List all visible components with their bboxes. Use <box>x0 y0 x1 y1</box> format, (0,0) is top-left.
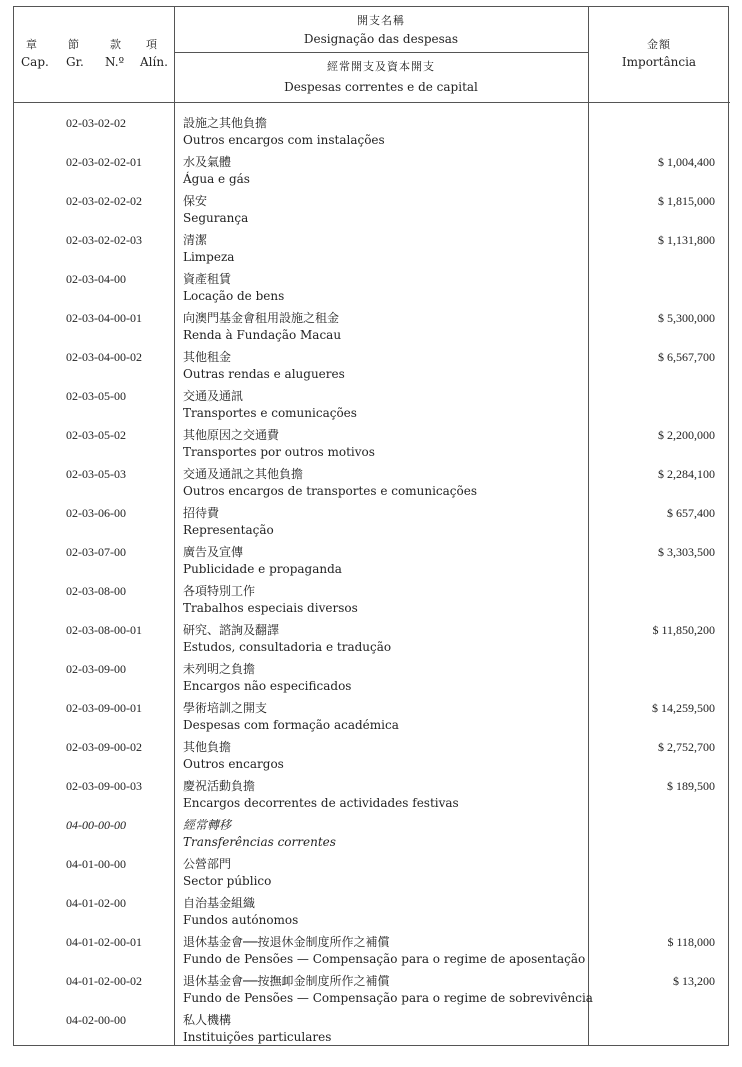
row-designation-pt: Renda à Fundação Macau <box>183 328 342 342</box>
row-code: 04-01-02-00-01 <box>66 935 142 949</box>
table-row <box>14 698 730 737</box>
table-row <box>14 854 730 893</box>
row-designation-pt: Água e gás <box>183 172 250 186</box>
row-designation-zh: 廣告及宣傳 <box>183 545 244 559</box>
header-alin-pt: Alín. <box>140 55 168 69</box>
header-expenses-pt: Despesas correntes e de capital <box>284 80 478 94</box>
header-gr-zh: 節 <box>68 38 80 51</box>
row-designation-zh: 交通及通訊 <box>183 389 244 403</box>
row-code: 02-03-06-00 <box>66 506 126 520</box>
row-designation-pt: Segurança <box>183 211 249 225</box>
row-code: 04-01-00-00 <box>66 857 126 871</box>
table-row <box>14 308 730 347</box>
row-code: 02-03-02-02-02 <box>66 194 142 208</box>
row-designation-pt: Fundo de Pensões — Compensação para o regime de sobrevivência <box>183 991 593 1005</box>
row-designation-pt: Estudos, consultadoria e tradução <box>183 640 392 654</box>
table-row <box>14 464 730 503</box>
row-code: 02-03-02-02 <box>66 116 126 130</box>
table-row <box>14 503 730 542</box>
row-amount: $ 5,300,000 <box>658 311 715 325</box>
row-code: 04-01-02-00-02 <box>66 974 142 988</box>
row-code: 02-03-09-00-03 <box>66 779 142 793</box>
row-code: 02-03-04-00 <box>66 272 126 286</box>
row-code: 02-03-05-02 <box>66 428 126 442</box>
row-designation-zh: 學術培訓之開支 <box>183 701 268 715</box>
header-amount-zh: 金額 <box>647 38 671 51</box>
row-designation-pt: Outros encargos de transportes e comunicações <box>183 484 477 498</box>
row-code: 02-03-09-00-02 <box>66 740 142 754</box>
row-designation-pt: Fundo de Pensões — Compensação para o regime de aposentação <box>183 952 586 966</box>
budget-table <box>13 6 729 1046</box>
table-row <box>14 347 730 386</box>
row-designation-pt: Encargos não especificados <box>183 679 352 693</box>
row-designation-pt: Outros encargos <box>183 757 284 771</box>
table-row <box>14 113 730 152</box>
table-row <box>14 542 730 581</box>
row-designation-zh: 其他原因之交通費 <box>183 428 280 442</box>
row-code: 02-03-09-00-01 <box>66 701 142 715</box>
row-designation-zh: 公營部門 <box>183 857 232 871</box>
row-amount: $ 189,500 <box>667 779 715 793</box>
header-no-zh: 款 <box>110 38 122 51</box>
row-amount: $ 11,850,200 <box>652 623 715 637</box>
row-amount: $ 2,200,000 <box>658 428 715 442</box>
table-row <box>14 815 730 854</box>
table-row <box>14 659 730 698</box>
row-designation-pt: Limpeza <box>183 250 235 264</box>
row-amount: $ 1,131,800 <box>658 233 715 247</box>
row-designation-pt: Outros encargos com instalações <box>183 133 385 147</box>
header-alin-zh: 項 <box>146 38 158 51</box>
row-designation-zh: 交通及通訊之其他負擔 <box>183 467 304 481</box>
row-designation-zh: 資產租賃 <box>183 272 232 286</box>
row-code: 04-00-00-00 <box>66 818 126 832</box>
row-code: 04-02-00-00 <box>66 1013 126 1027</box>
row-code: 02-03-02-02-03 <box>66 233 142 247</box>
row-designation-pt: Publicidade e propaganda <box>183 562 342 576</box>
header-cap-pt: Cap. <box>21 55 49 69</box>
row-designation-zh: 水及氣體 <box>183 155 232 169</box>
row-designation-pt: Instituições particulares <box>183 1030 332 1044</box>
table-row <box>14 776 730 815</box>
table-row <box>14 737 730 776</box>
header-expenses-zh: 經常開支及資本開支 <box>327 60 435 73</box>
row-code: 02-03-04-00-01 <box>66 311 142 325</box>
row-amount: $ 6,567,700 <box>658 350 715 364</box>
table-row <box>14 971 730 1010</box>
row-designation-zh: 其他租金 <box>183 350 232 364</box>
row-designation-pt: Encargos decorrentes de actividades festivas <box>183 796 459 810</box>
row-designation-zh: 清潔 <box>183 233 208 247</box>
row-amount: $ 2,284,100 <box>658 467 715 481</box>
row-designation-pt: Representação <box>183 523 274 537</box>
row-designation-zh: 各項特別工作 <box>183 584 256 598</box>
row-amount: $ 2,752,700 <box>658 740 715 754</box>
row-designation-zh: 經常轉移 <box>183 818 232 832</box>
row-designation-zh: 設施之其他負擔 <box>183 116 268 130</box>
row-designation-pt: Transportes e comunicações <box>183 406 357 420</box>
row-designation-pt: Despesas com formação académica <box>183 718 399 732</box>
row-amount: $ 1,815,000 <box>658 194 715 208</box>
header-cap-zh: 章 <box>26 38 38 51</box>
row-code: 02-03-04-00-02 <box>66 350 142 364</box>
row-code: 02-03-02-02-01 <box>66 155 142 169</box>
row-amount: $ 657,400 <box>667 506 715 520</box>
row-code: 02-03-05-03 <box>66 467 126 481</box>
row-designation-zh: 未列明之負擔 <box>183 662 256 676</box>
row-code: 02-03-05-00 <box>66 389 126 403</box>
row-designation-zh: 退休基金會──按撫卹金制度所作之補償 <box>183 974 390 988</box>
table-row <box>14 581 730 620</box>
table-row <box>14 152 730 191</box>
row-amount: $ 1,004,400 <box>658 155 715 169</box>
row-designation-zh: 自治基金組織 <box>183 896 256 910</box>
table-row <box>14 230 730 269</box>
row-designation-zh: 招待費 <box>183 506 220 520</box>
table-row <box>14 269 730 308</box>
table-row <box>14 386 730 425</box>
table-row <box>14 620 730 659</box>
header-amount-pt: Importância <box>621 55 697 69</box>
row-designation-pt: Fundos autónomos <box>183 913 299 927</box>
row-amount: $ 14,259,500 <box>652 701 715 715</box>
table-row <box>14 1010 730 1049</box>
row-designation-zh: 退休基金會──按退休金制度所作之補償 <box>183 935 390 949</box>
table-row <box>14 425 730 464</box>
row-designation-pt: Transportes por outros motivos <box>183 445 375 459</box>
row-amount: $ 118,000 <box>667 935 715 949</box>
row-designation-pt: Sector público <box>183 874 272 888</box>
row-code: 02-03-07-00 <box>66 545 126 559</box>
header-bottom-border <box>14 102 730 103</box>
row-designation-pt: Transferências correntes <box>183 835 336 849</box>
row-designation-zh: 其他負擔 <box>183 740 232 754</box>
header-gr-pt: Gr. <box>66 55 84 69</box>
row-designation-zh: 研究、諮詢及翻譯 <box>183 623 280 637</box>
row-code: 04-01-02-00 <box>66 896 126 910</box>
header-designation-zh: 開支名稱 <box>357 14 405 27</box>
row-designation-pt: Locação de bens <box>183 289 285 303</box>
row-amount: $ 3,303,500 <box>658 545 715 559</box>
row-designation-pt: Trabalhos especiais diversos <box>183 601 358 615</box>
header-no-pt: N.º <box>105 55 125 69</box>
row-code: 02-03-08-00-01 <box>66 623 142 637</box>
table-row <box>14 191 730 230</box>
table-row <box>14 893 730 932</box>
table-row <box>14 932 730 971</box>
row-designation-pt: Outras rendas e alugueres <box>183 367 345 381</box>
row-designation-zh: 向澳門基金會租用設施之租金 <box>183 311 340 325</box>
row-designation-zh: 慶祝活動負擔 <box>183 779 256 793</box>
row-designation-zh: 私人機構 <box>183 1013 232 1027</box>
header-subdivider <box>174 52 588 53</box>
row-designation-zh: 保安 <box>183 194 208 208</box>
row-code: 02-03-09-00 <box>66 662 126 676</box>
row-code: 02-03-08-00 <box>66 584 126 598</box>
header-designation-pt: Designação das despesas <box>303 32 459 46</box>
row-amount: $ 13,200 <box>673 974 715 988</box>
